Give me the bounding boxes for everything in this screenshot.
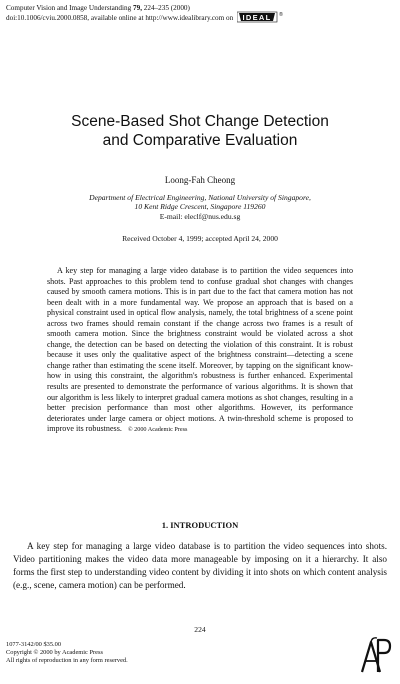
copyright-footer: 1077-3142/00 $35.00 Copyright © 2000 by Academic Press All rights of reproduction in any form reserved. [6,641,128,664]
svg-text:IDEAL: IDEAL [242,13,272,22]
academic-press-logo [358,636,392,674]
svg-text:®: ® [279,12,283,18]
abstract [47,266,353,436]
journal-citation: Computer Vision and Image Understanding 79, 224–235 (2000) [6,4,190,12]
author-name: Loong-Fah Cheong [164,175,236,185]
volume-number: 79, [133,4,142,12]
affiliation-line-1: Department of Electrical Engineering, National University of Singapore, [89,193,311,202]
doi-line: doi:10.1006/cviu.2000.0858, available online at http://www.idealibrary.com on [6,14,234,22]
ideal-logo [237,11,285,23]
section-heading: 1. INTRODUCTION [161,520,239,530]
page-number: 224 [194,625,206,634]
intro-paragraph: A key step for managing a large video database is to partition the video sequences into shots. Video partitioning makes the video data more manageable by imposing on it a hierarchy. It also forms the first step to understanding video content by dividing it into shots on which content analysis (e.g., scene, camera motion) can be performed. [13,541,387,590]
paper-title-line-2: and Comparative Evaluation [102,132,298,149]
affiliation-line-2: 10 Kent Ridge Crescent, Singapore 119260 [134,202,266,211]
received-dates: Received October 4, 1999; accepted April 24, 2000 [122,234,278,243]
paper-title-line-1: Scene-Based Shot Change Detection [71,113,329,130]
author-email: E-mail: eleclf@nus.edu.sg [159,212,241,221]
abstract-text: A key step for managing a large video database is to partition the video sequences into shots. Past approaches to this problem tend to confuse gradual shot changes with changes caused by smooth camera motions. This is in part due to the fact that camera motion has not been dealt with in a more fundamental way. We propose an approach that is based on a physical constraint used in optical flow analysis, namely, the total brightness of a scene point across two frames should remain constant if the change across two frames is a result of smooth camera motion. Since the brightness constraint would be violated across a shot change, the detection can be based on detecting the violation of this constraint. It is robust because it uses only the qualitative aspect of the brightness constraint—detecting a scene change rather than estimating the scene itself. Moreover, by tapping on the significant know-how in using this constraint, the algorithm's robustness is further enhanced. Experimental results are presented to demonstrate the performance of various algorithms. It is shown that our algorithm is less likely to interpret gradual camera motions as shot changes, resulting in a better precision performance than most other algorithms. However, its performance deteriorates under large camera or object motions. A twin-threshold scheme is proposed to improve its robustness. [47,266,353,434]
abstract-copyright: © 2000 Academic Press [127,426,188,434]
